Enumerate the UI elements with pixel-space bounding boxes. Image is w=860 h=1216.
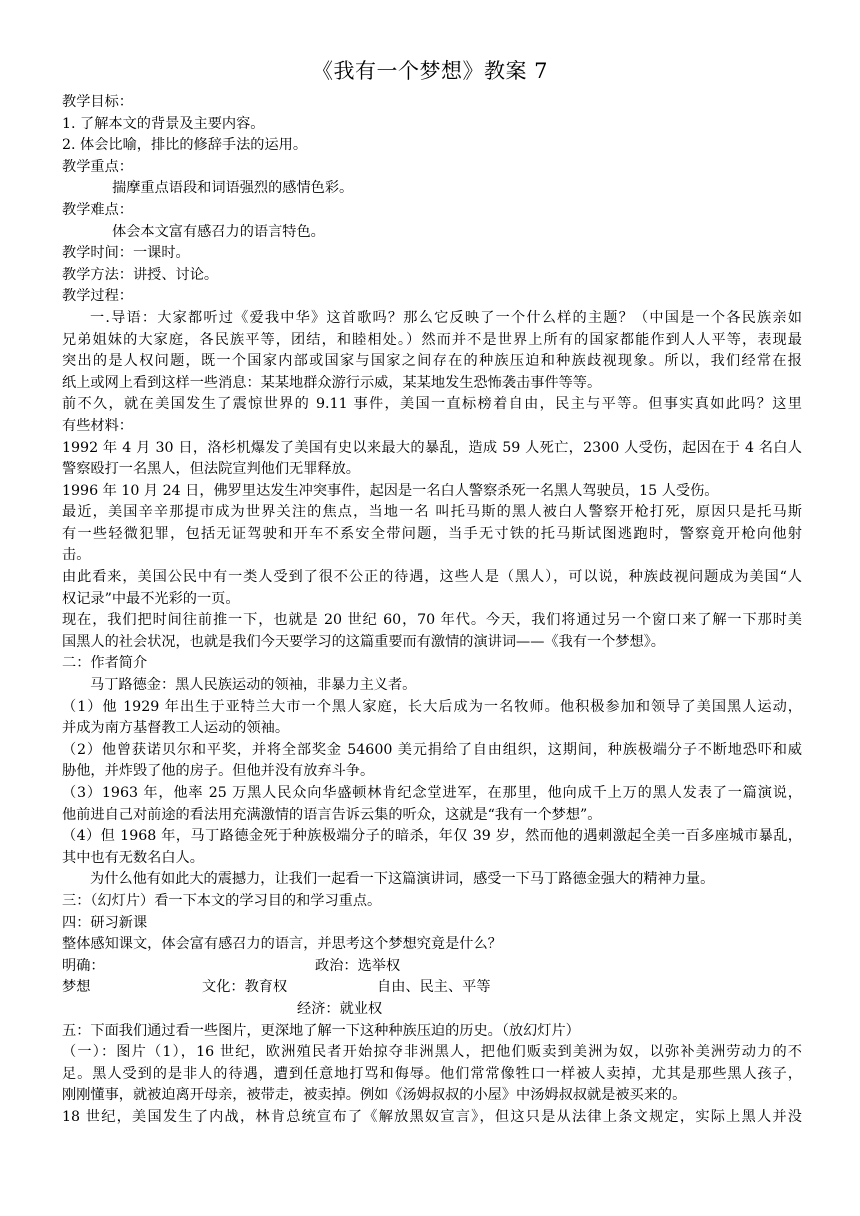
paragraph-line: 现在，我们把时间往前推一下，也就是 20 世纪 60，70 年代。今天，我们将通过另一个窗口来了解一下那时美 (62, 612, 802, 629)
paragraph-line: 2. 体会比喻，排比的修辞手法的运用。 (62, 137, 308, 154)
clarify-label: 明确： (62, 957, 105, 974)
dream-chart-row-1 (62, 956, 802, 978)
paragraph-line: 一.导语：大家都听过《爱我中华》这首歌吗？那么它反映了一个什么样的主题？（中国是一个各民族亲如 (90, 309, 802, 326)
paragraph-line: 纸上或网上看到这样一些消息：某某地群众游行示威，某某地发生恐怖袭击事件等等。 (62, 374, 602, 391)
section-heading: 五：下面我们通过看一些图片，更深地了解一下这种种族压迫的历史。（放幻灯片） (62, 1022, 580, 1039)
freedom-item: 自由、民主、平等 (377, 979, 491, 996)
paragraph-line: 其中也有无数名白人。 (62, 849, 204, 866)
paragraph-line: （4）但 1968 年，马丁路德金死于种族极端分子的暗杀，年仅 39 岁，然而他的遇刺激起全美一百多座城市暴乱， (62, 828, 802, 845)
politics-item: 政治：选举权 (315, 957, 401, 974)
paragraph-line: （2）他曾获诺贝尔和平奖，并将全部奖金 54600 美元捐给了自由组织，这期间，种族极端分子不断地恐吓和威 (62, 741, 802, 758)
paragraph-line: 并成为南方基督教工人运动的领袖。 (62, 720, 290, 737)
paragraph-line: 最近，美国辛辛那提市成为世界关注的焦点，当地一名 叫托马斯的黑人被白人警察开枪打死，原因只是托马斯 (62, 504, 802, 521)
paragraph-line: 他前进自己对前途的看法用充满激情的语言告诉云集的听众，这就是“我有一个梦想”。 (62, 806, 602, 823)
section-heading: 教学难点： (62, 201, 133, 218)
section-heading: 教学目标： (62, 94, 133, 110)
dream-label: 梦想 (62, 979, 91, 996)
paragraph-line: （3）1963 年，他率 25 万黑人民众向华盛顿林肯纪念堂进军，在那里，他向成千上万的黑人发表了一篇演说， (62, 785, 802, 801)
paragraph-line: 教学时间：一课时。 (62, 245, 190, 262)
paragraph-line: 刚刚懂事，就被迫离开母亲，被带走，被卖掉。例如《汤姆叔叔的小屋》中汤姆叔叔就是被买来的。 (62, 1087, 687, 1104)
paragraph-line: 揣摩重点语段和词语强烈的感情色彩。 (112, 180, 354, 197)
economy-item: 经济：就业权 (297, 1000, 383, 1017)
paragraph-line: 1992 年 4 月 30 日，洛杉机爆发了美国有史以来最大的暴乱，造成 59 人死亡，2300 人受伤，起因在于 4 名白人 (62, 439, 802, 456)
paragraph-line: 权记录”中最不光彩的一页。 (62, 590, 240, 607)
paragraph-line: 胁他，并炸毁了他的房子。但他并没有放弃斗争。 (62, 763, 375, 780)
paragraph-line: （一）：图片（1），16 世纪，欧洲殖民者开始掠夺非洲黑人，把他们贩卖到美洲为奴，以弥补美洲劳动力的不 (62, 1044, 802, 1061)
paragraph-line: （1）他 1929 年出生于亚特兰大市一个黑人家庭，长大后成为一名牧师。他积极参加和领导了美国黑人运动， (62, 698, 802, 715)
paragraph-line: 体会本文富有感召力的语言特色。 (112, 223, 325, 240)
paragraph-line: 马丁路德金：黑人民族运动的领袖，非暴力主义者。 (90, 677, 417, 694)
document-body (62, 92, 802, 1129)
section-heading: 三：（幻灯片）看一下本文的学习目的和学习重点。 (62, 892, 382, 909)
paragraph-line: 国黑人的社会状况，也就是我们今天要学习的这篇重要而有激情的演讲词——《我有一个梦想》。 (62, 633, 665, 650)
paragraph-line: 为什么他有如此大的震撼力，让我们一起看一下这篇演讲词，感受一下马丁路德金强大的精神力量。 (90, 871, 715, 888)
paragraph-line: 有一些轻微犯罪，包括无证驾驶和开车不系安全带问题，当手无寸铁的托马斯试图逃跑时，警察竟开枪向他射 (62, 525, 802, 542)
paragraph-line: 整体感知课文，体会富有感召力的语言，并思考这个梦想究竟是什么？ (62, 936, 502, 953)
paragraph-line: 1996 年 10 月 24 日，佛罗里达发生冲突事件，起因是一名白人警察杀死一名黑人驾驶员，15 人受伤。 (62, 482, 719, 499)
section-heading: 四：研习新课 (62, 914, 148, 931)
paragraph-line: 有些材料： (62, 417, 133, 434)
section-heading: 二：作者简介 (62, 655, 148, 672)
section-heading: 教学过程： (62, 288, 133, 305)
paragraph-line: 1. 了解本文的背景及主要内容。 (62, 115, 265, 132)
paragraph-line: 教学方法：讲授、讨论。 (62, 266, 219, 283)
paragraph-line: 击。 (62, 547, 91, 564)
paragraph-line: 由此看来，美国公民中有一类人受到了很不公正的待遇，这些人是（黑人），可以说，种族歧视问题成为美国“人 (62, 569, 802, 586)
paragraph-line: 兄弟姐妹的大家庭，各民族平等，团结，和睦相处。）然而并不是世界上所有的国家都能作到人人平等，表现最 (62, 331, 802, 348)
paragraph-line: 足。黑人受到的是非人的待遇，遭到任意地打骂和侮辱。他们常常像牲口一样被人卖掉，尤其是那些黑人孩子， (62, 1065, 802, 1082)
paragraph-line: 警察殴打一名黑人，但法院宣判他们无罪释放。 (62, 461, 360, 478)
paragraph-line: 前不久，就在美国发生了震惊世界的 9.11 事件，美国一直标榜着自由，民主与平等。但事实真如此吗？这里 (62, 396, 802, 413)
dream-chart-row-2 (62, 977, 802, 999)
dream-chart-row-3 (62, 999, 802, 1021)
paragraph-line: 18 世纪，美国发生了内战，林肯总统宣布了《解放黑奴宣言》，但这只是从法律上条文规定，实际上黑人并没 (62, 1108, 802, 1125)
culture-item: 文化：教育权 (202, 979, 288, 996)
paragraph-line: 突出的是人权问题，既一个国家内部或国家与国家之间存在的种族压迫和种族歧视现象。所以，我们经常在报 (62, 353, 802, 370)
section-heading: 教学重点： (62, 158, 133, 175)
document-title: 《我有一个梦想》教案 7 (311, 59, 549, 83)
